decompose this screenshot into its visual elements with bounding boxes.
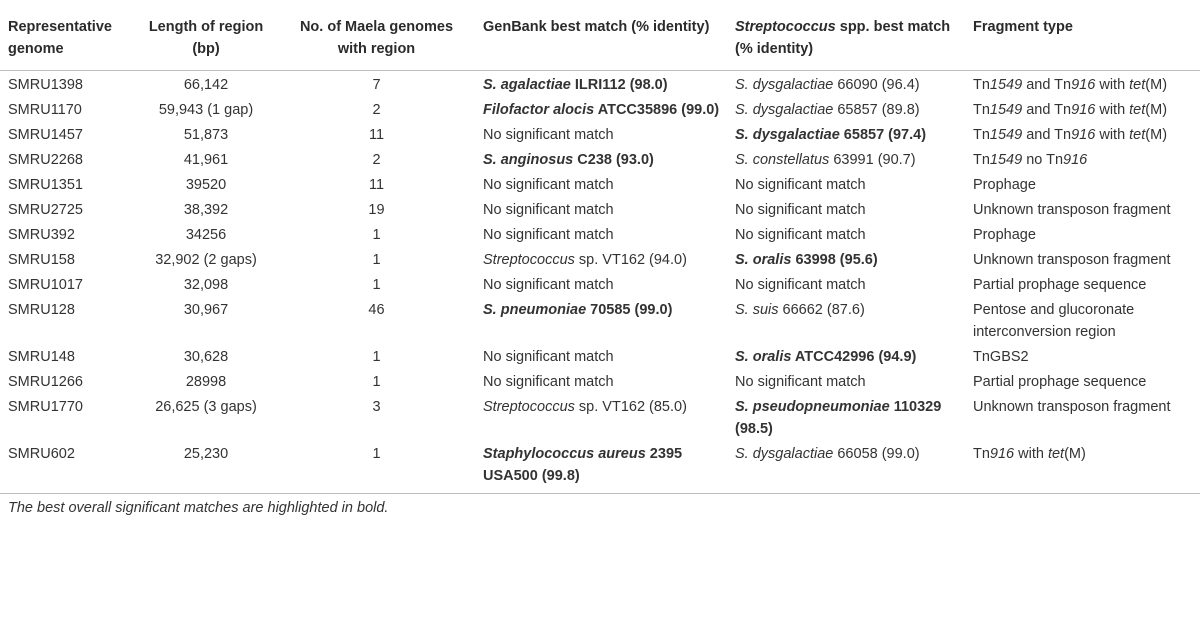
cell-length-of-region: 32,902 (2 gaps) bbox=[155, 252, 257, 268]
table-row bbox=[0, 196, 1200, 221]
cell-representative-genome: SMRU392 bbox=[8, 227, 75, 243]
cell-genbank-best-match: No significant match bbox=[483, 127, 614, 143]
cell-maela-genome-count: 46 bbox=[368, 302, 385, 318]
cell-maela-genome-count: 1 bbox=[372, 349, 381, 365]
cell-genbank-best-match: No significant match bbox=[483, 349, 614, 365]
cell-genbank-best-match: S. pneumoniae 70585 (99.0) bbox=[483, 302, 673, 318]
cell-representative-genome: SMRU2268 bbox=[8, 152, 83, 168]
cell-streptococcus-best-match: S. dysgalactiae 66090 (96.4) bbox=[735, 77, 920, 93]
table-row bbox=[0, 393, 1200, 440]
cell-representative-genome: SMRU1266 bbox=[8, 374, 83, 390]
cell-maela-genome-count: 1 bbox=[372, 227, 381, 243]
cell-maela-genome-count: 11 bbox=[368, 177, 385, 193]
cell-representative-genome: SMRU1351 bbox=[8, 177, 83, 193]
cell-fragment-type: Unknown transposon fragment bbox=[973, 399, 1171, 415]
table-row bbox=[0, 296, 1200, 343]
cell-genbank-best-match: Streptococcus sp. VT162 (85.0) bbox=[483, 399, 687, 415]
cell-genbank-best-match: No significant match bbox=[483, 227, 614, 243]
cell-length-of-region: 51,873 bbox=[183, 127, 229, 143]
table-body bbox=[0, 71, 1200, 494]
cell-maela-genome-count: 1 bbox=[372, 374, 381, 390]
cell-fragment-type: Pentose and glucoronate interconversion region bbox=[973, 302, 1135, 340]
header-maela-genome-count: No. of Maela genomes with region bbox=[276, 0, 475, 71]
cell-genbank-best-match: No significant match bbox=[483, 202, 614, 218]
cell-fragment-type: Tn1549 and Tn916 with tet(M) bbox=[973, 102, 1168, 118]
header-representative-genome: Representative genome bbox=[0, 0, 134, 71]
cell-maela-genome-count: 1 bbox=[372, 277, 381, 293]
cell-fragment-type: TnGBS2 bbox=[973, 349, 1029, 365]
cell-fragment-type: Partial prophage sequence bbox=[973, 277, 1147, 293]
cell-length-of-region: 25,230 bbox=[134, 440, 276, 494]
cell-streptococcus-best-match: No significant match bbox=[735, 202, 866, 218]
cell-length-of-region: 30,628 bbox=[183, 349, 229, 365]
table-row bbox=[0, 368, 1200, 393]
cell-streptococcus-best-match: No significant match bbox=[735, 177, 866, 193]
cell-maela-genome-count: 2 bbox=[372, 152, 381, 168]
cell-fragment-type: Tn1549 and Tn916 with tet(M) bbox=[973, 127, 1168, 143]
cell-length-of-region: 66,142 bbox=[183, 77, 229, 93]
cell-length-of-region: 59,943 (1 gap) bbox=[158, 102, 254, 118]
header-row bbox=[0, 0, 1200, 71]
cell-streptococcus-best-match: No significant match bbox=[735, 227, 866, 243]
cell-streptococcus-best-match: S. dysgalactiae 66058 (99.0) bbox=[727, 440, 965, 494]
cell-genbank-best-match: S. anginosus C238 (93.0) bbox=[483, 152, 654, 168]
table-header bbox=[0, 0, 1200, 71]
cell-representative-genome: SMRU148 bbox=[8, 349, 75, 365]
header-genbank-best-match: GenBank best match (% identity) bbox=[475, 0, 727, 71]
cell-length-of-region: 39520 bbox=[185, 177, 227, 193]
cell-genbank-best-match: S. agalactiae ILRI112 (98.0) bbox=[483, 77, 668, 93]
cell-fragment-type: Unknown transposon fragment bbox=[973, 252, 1171, 268]
cell-representative-genome: SMRU158 bbox=[8, 252, 75, 268]
cell-length-of-region: 41,961 bbox=[183, 152, 229, 168]
cell-streptococcus-best-match: S. oralis 63998 (95.6) bbox=[735, 252, 878, 268]
cell-representative-genome: SMRU1398 bbox=[8, 77, 83, 93]
table-row bbox=[0, 121, 1200, 146]
cell-fragment-type: Tn916 with tet(M) bbox=[965, 440, 1200, 494]
cell-length-of-region: 28998 bbox=[185, 374, 227, 390]
cell-maela-genome-count: 19 bbox=[368, 202, 385, 218]
cell-streptococcus-best-match: S. suis 66662 (87.6) bbox=[735, 302, 865, 318]
cell-maela-genome-count: 2 bbox=[372, 102, 381, 118]
cell-representative-genome: SMRU1770 bbox=[8, 399, 83, 415]
table-row bbox=[0, 271, 1200, 296]
cell-maela-genome-count: 1 bbox=[372, 252, 381, 268]
cell-length-of-region: 30,967 bbox=[183, 302, 229, 318]
table-row bbox=[0, 96, 1200, 121]
cell-genbank-best-match: No significant match bbox=[483, 277, 614, 293]
cell-maela-genome-count: 3 bbox=[372, 399, 381, 415]
header-streptococcus-best-match: Streptococcus spp. best match (% identity) bbox=[727, 0, 965, 71]
table-row bbox=[0, 440, 1200, 494]
cell-maela-genome-count: 1 bbox=[276, 440, 475, 494]
table-row bbox=[0, 171, 1200, 196]
cell-representative-genome: SMRU128 bbox=[8, 302, 75, 318]
cell-genbank-best-match: Streptococcus sp. VT162 (94.0) bbox=[483, 252, 687, 268]
cell-representative-genome: SMRU1457 bbox=[8, 127, 83, 143]
table-row bbox=[0, 246, 1200, 271]
cell-streptococcus-best-match: S. dysgalactiae 65857 (89.8) bbox=[735, 102, 920, 118]
table-footnote: The best overall significant matches are highlighted in bold. bbox=[8, 500, 389, 516]
cell-genbank-best-match: Filofactor alocis ATCC35896 (99.0) bbox=[483, 102, 720, 118]
cell-fragment-type: Unknown transposon fragment bbox=[973, 202, 1171, 218]
cell-streptococcus-best-match: S. pseudopneumoniae 110329 (98.5) bbox=[735, 399, 942, 437]
cell-streptococcus-best-match: No significant match bbox=[735, 374, 866, 390]
cell-length-of-region: 38,392 bbox=[183, 202, 229, 218]
cell-fragment-type: Prophage bbox=[973, 227, 1036, 243]
cell-fragment-type: Tn1549 and Tn916 with tet(M) bbox=[973, 77, 1168, 93]
cell-streptococcus-best-match: S. dysgalactiae 65857 (97.4) bbox=[735, 127, 927, 143]
cell-length-of-region: 26,625 (3 gaps) bbox=[155, 399, 257, 415]
cell-representative-genome: SMRU1170 bbox=[8, 102, 82, 118]
cell-genbank-best-match: No significant match bbox=[483, 177, 614, 193]
cell-length-of-region: 32,098 bbox=[183, 277, 229, 293]
header-length-of-region: Length of region (bp) bbox=[134, 0, 276, 71]
table-row bbox=[0, 146, 1200, 171]
cell-representative-genome: SMRU2725 bbox=[8, 202, 83, 218]
table-row bbox=[0, 343, 1200, 368]
cell-fragment-type: Prophage bbox=[973, 177, 1036, 193]
cell-fragment-type: Partial prophage sequence bbox=[973, 374, 1147, 390]
cell-streptococcus-best-match: S. constellatus 63991 (90.7) bbox=[735, 152, 916, 168]
cell-genbank-best-match: No significant match bbox=[483, 374, 614, 390]
cell-maela-genome-count: 11 bbox=[368, 127, 385, 143]
cell-representative-genome: SMRU1017 bbox=[8, 277, 83, 293]
cell-length-of-region: 34256 bbox=[185, 227, 227, 243]
cell-representative-genome: SMRU602 bbox=[0, 440, 134, 494]
cell-streptococcus-best-match: S. oralis ATCC42996 (94.9) bbox=[735, 349, 917, 365]
table-row bbox=[0, 71, 1200, 97]
cell-genbank-best-match: Staphylococcus aureus 2395 USA500 (99.8) bbox=[475, 440, 727, 494]
table-row bbox=[0, 221, 1200, 246]
header-fragment-type: Fragment type bbox=[965, 0, 1200, 71]
cell-maela-genome-count: 7 bbox=[372, 77, 381, 93]
cell-fragment-type: Tn1549 no Tn916 bbox=[973, 152, 1088, 168]
cell-streptococcus-best-match: No significant match bbox=[735, 277, 866, 293]
